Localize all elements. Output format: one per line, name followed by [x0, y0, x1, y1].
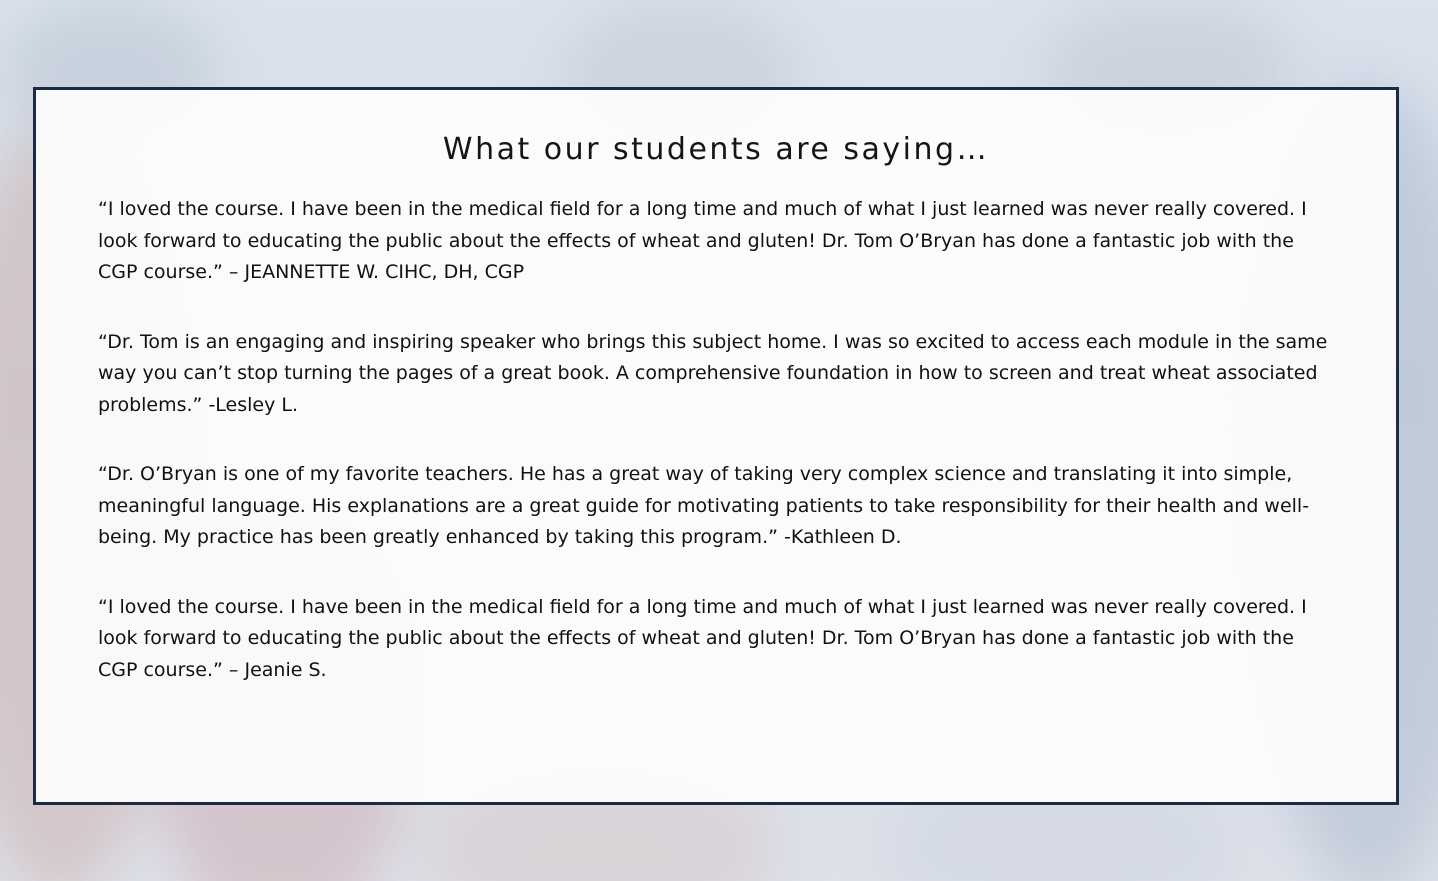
testimonial-quote: “I loved the course. I have been in the medical field for a long time and much of what I just learned was never really covered. I look forward to educating the public about the effects of wheat and gluten! Dr. Tom O’Bryan has done a fantastic job with the CGP course.” – JEANNETTE W. CIHC, DH, CGP	[98, 198, 1307, 283]
testimonials-panel	[33, 87, 1399, 805]
testimonial-quote: “Dr. O’Bryan is one of my favorite teachers. He has a great way of taking very complex science and translating it into simple, meaningful language. His explanations are a great guide for motivating patients to take responsibility for their health and well-being. My practice has been greatly enhanced by taking this program.” -Kathleen D.	[98, 463, 1310, 548]
section-title: What our students are saying…	[442, 132, 990, 167]
testimonials-list	[36, 168, 1396, 686]
testimonial-quote: “I loved the course. I have been in the medical field for a long time and much of what I just learned was never really covered. I look forward to educating the public about the effects of wheat and gluten! Dr. Tom O’Bryan has done a fantastic job with the CGP course.” – Jeanie S.	[98, 595, 1307, 681]
testimonial-quote: “Dr. Tom is an engaging and inspiring speaker who brings this subject home. I was so excited to access each module in the same way you can’t stop turning the pages of a great book. A comprehensive foundation in how to screen and treat wheat associated problems.” -Lesley L.	[98, 330, 1328, 416]
